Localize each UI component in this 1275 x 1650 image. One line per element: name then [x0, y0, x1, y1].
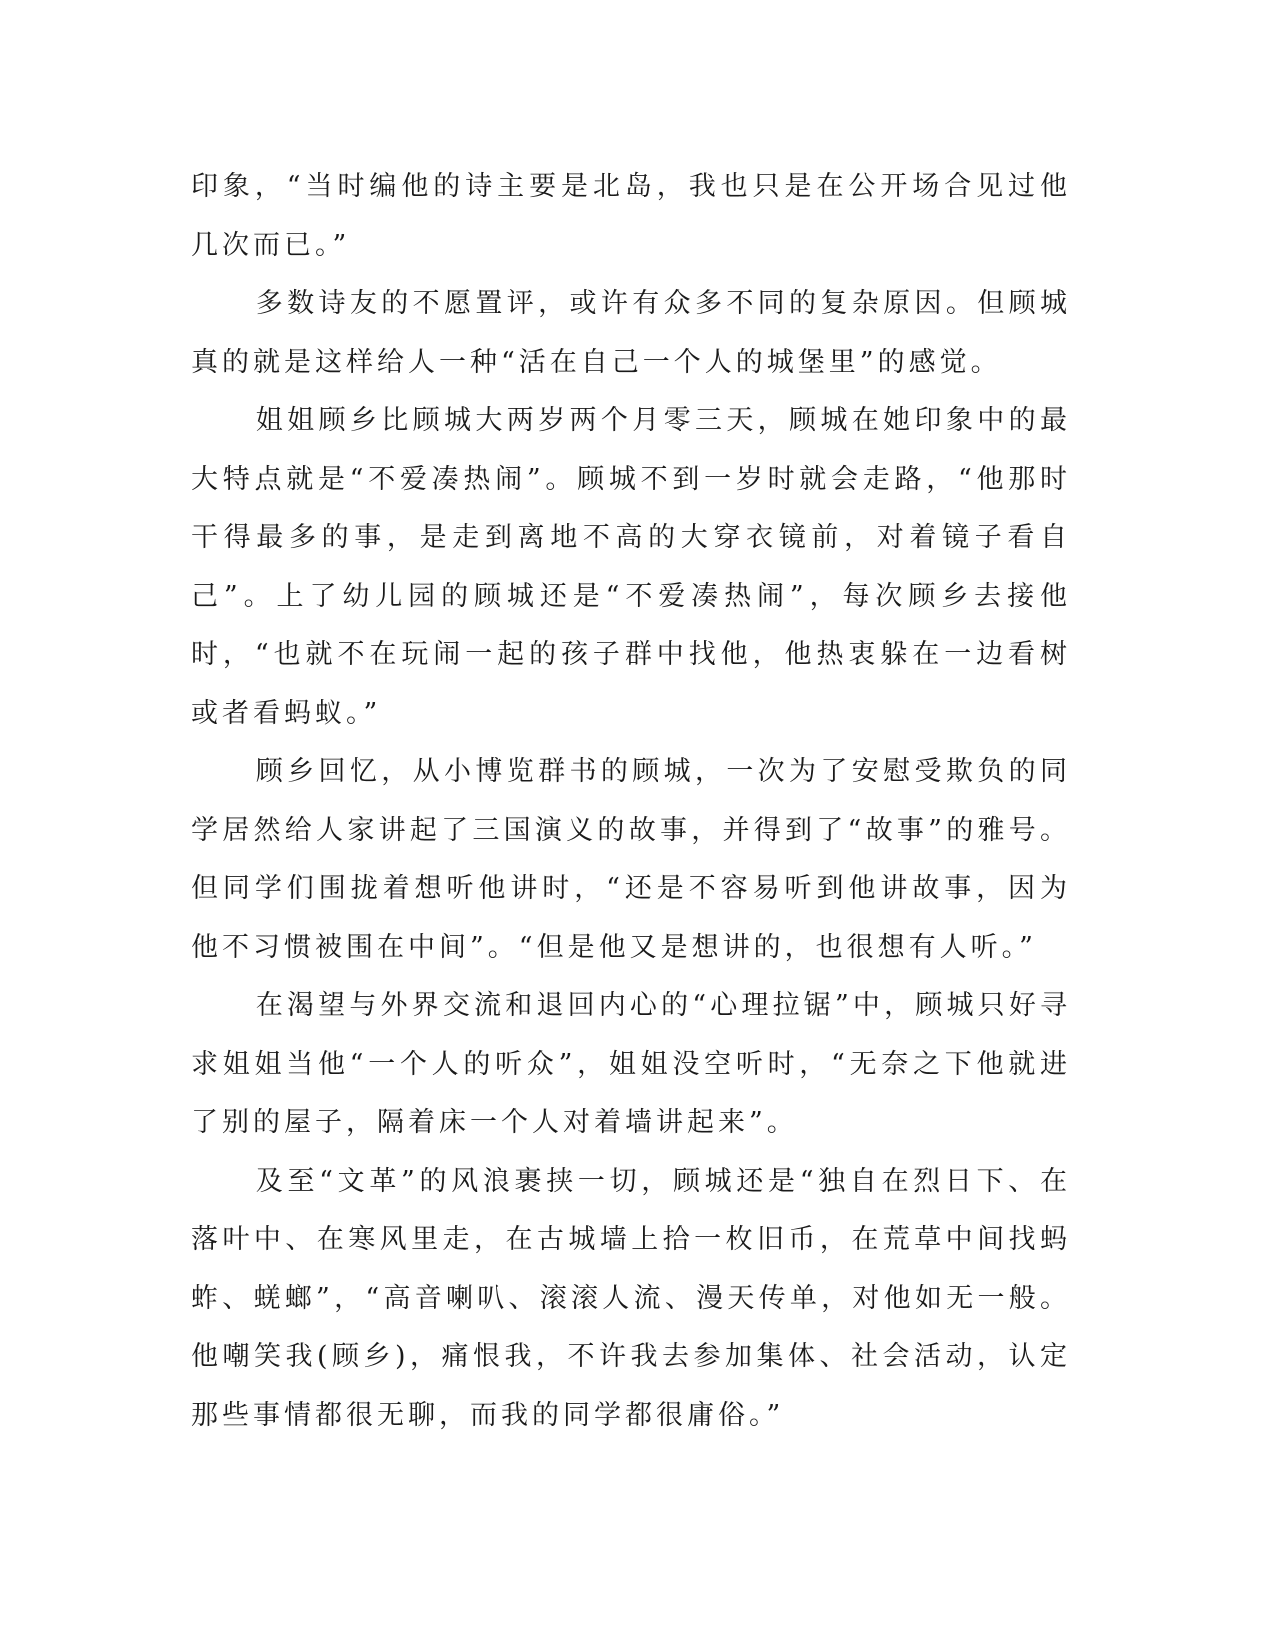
paragraph-cultural-revolution: 及至“文革”的风浪裹挟一切，顾城还是“独自在烈日下、在落叶中、在寒风里走，在古城墙上拾一枚旧币，在荒草中间找蚂蚱、蜣螂”，“高音喇叭、滚滚人流、漫天传单，对他如无一般。他嘲笑我(顾乡)，痛恨我，不许我去参加集体、社会活动，认定那些事情都很无聊，而我的同学都很庸俗。”	[191, 1165, 1071, 1431]
paragraph-listener: 在渴望与外界交流和退回内心的“心理拉锯”中，顾城只好寻求姐姐当他“一个人的听众”，姐姐没空听时，“无奈之下他就进了别的屋子，隔着床一个人对着墙讲起来”。	[191, 990, 1071, 1138]
body-text	[191, 158, 1071, 1445]
paragraph-poet-friends: 多数诗友的不愿置评，或许有众多不同的复杂原因。但顾城真的就是这样给人一种“活在自己一个人的城堡里”的感觉。	[191, 288, 1071, 378]
paragraph-continuation: 印象，“当时编他的诗主要是北岛，我也只是在公开场合见过他几次而已。”	[191, 171, 1071, 261]
paragraph-storyteller: 顾乡回忆，从小博览群书的顾城，一次为了安慰受欺负的同学居然给人家讲起了三国演义的故事，并得到了“故事”的雅号。但同学们围拢着想听他讲时，“还是不容易听到他讲故事，因为他不习惯被围在中间”。“但是他又是想讲的，也很想有人听。”	[191, 756, 1071, 963]
paragraph-sister-memory: 姐姐顾乡比顾城大两岁两个月零三天，顾城在她印象中的最大特点就是“不爱凑热闹”。顾城不到一岁时就会走路，“他那时干得最多的事，是走到离地不高的大穿衣镜前，对着镜子看自己”。上了幼儿园的顾城还是“不爱凑热闹”，每次顾乡去接他时，“也就不在玩闹一起的孩子群中找他，他热衷躲在一边看树或者看蚂蚁。”	[191, 405, 1071, 729]
